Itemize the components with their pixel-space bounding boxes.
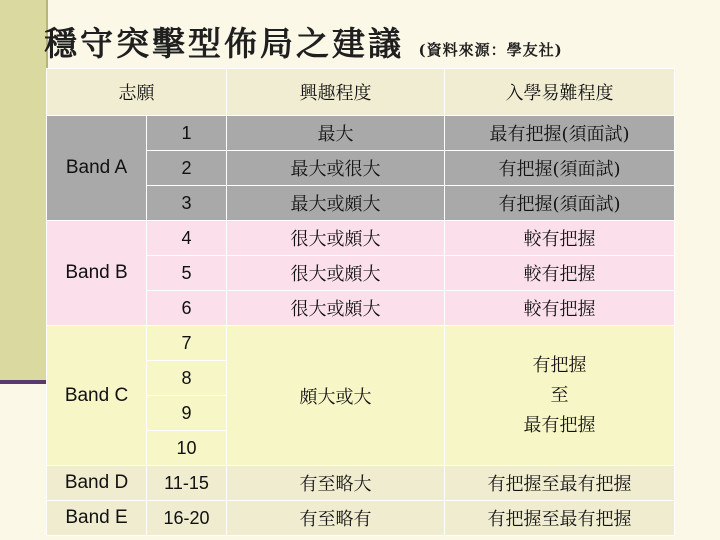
choice-strategy-table <box>46 68 675 536</box>
choice-cell: 3 <box>147 186 227 221</box>
interest-cell: 有至略有 <box>227 501 445 536</box>
ease-cell <box>445 326 675 466</box>
interest-cell: 最大 <box>227 116 445 151</box>
ease-cell: 有把握至最有把握 <box>445 466 675 501</box>
choice-cell: 1 <box>147 116 227 151</box>
ease-cell: 最有把握(須面試) <box>445 116 675 151</box>
ease-line: 有把握 <box>532 354 587 376</box>
table-row <box>47 466 675 501</box>
choice-cell: 11-15 <box>147 466 227 501</box>
choice-cell: 2 <box>147 151 227 186</box>
choice-cell: 4 <box>147 221 227 256</box>
choice-cell: 10 <box>147 431 227 466</box>
ease-cell: 有把握(須面試) <box>445 186 675 221</box>
interest-cell: 很大或頗大 <box>227 256 445 291</box>
choice-cell: 5 <box>147 256 227 291</box>
header-choice: 志願 <box>47 69 227 116</box>
band-c-label: Band C <box>47 326 147 466</box>
slide-title-text: 穩守突擊型佈局之建議 <box>44 24 404 63</box>
header-row <box>47 69 675 116</box>
interest-cell: 最大或頗大 <box>227 186 445 221</box>
table-row <box>47 326 675 361</box>
table-row <box>47 501 675 536</box>
ease-cell: 有把握至最有把握 <box>445 501 675 536</box>
ease-cell: 有把握(須面試) <box>445 151 675 186</box>
ease-cell: 較有把握 <box>445 291 675 326</box>
interest-cell: 頗大或大 <box>227 326 445 466</box>
source-note: (資料來源：學友社) <box>418 41 563 59</box>
interest-cell: 最大或很大 <box>227 151 445 186</box>
choice-cell: 8 <box>147 361 227 396</box>
choice-cell: 7 <box>147 326 227 361</box>
header-ease: 入學易難程度 <box>445 69 675 116</box>
slide-title <box>44 18 563 65</box>
table-row <box>47 221 675 256</box>
choice-cell: 16-20 <box>147 501 227 536</box>
band-d-label: Band D <box>47 466 147 501</box>
decorative-side-bar <box>0 0 48 382</box>
band-e-label: Band E <box>47 501 147 536</box>
ease-line: 至 <box>550 384 569 406</box>
ease-cell: 較有把握 <box>445 256 675 291</box>
header-interest: 興趣程度 <box>227 69 445 116</box>
band-a-label: Band A <box>47 116 147 221</box>
interest-cell: 有至略大 <box>227 466 445 501</box>
choice-cell: 6 <box>147 291 227 326</box>
interest-cell: 很大或頗大 <box>227 221 445 256</box>
band-b-label: Band B <box>47 221 147 326</box>
table-row <box>47 116 675 151</box>
ease-cell: 較有把握 <box>445 221 675 256</box>
choice-cell: 9 <box>147 396 227 431</box>
interest-cell: 很大或頗大 <box>227 291 445 326</box>
ease-line: 最有把握 <box>523 414 596 436</box>
